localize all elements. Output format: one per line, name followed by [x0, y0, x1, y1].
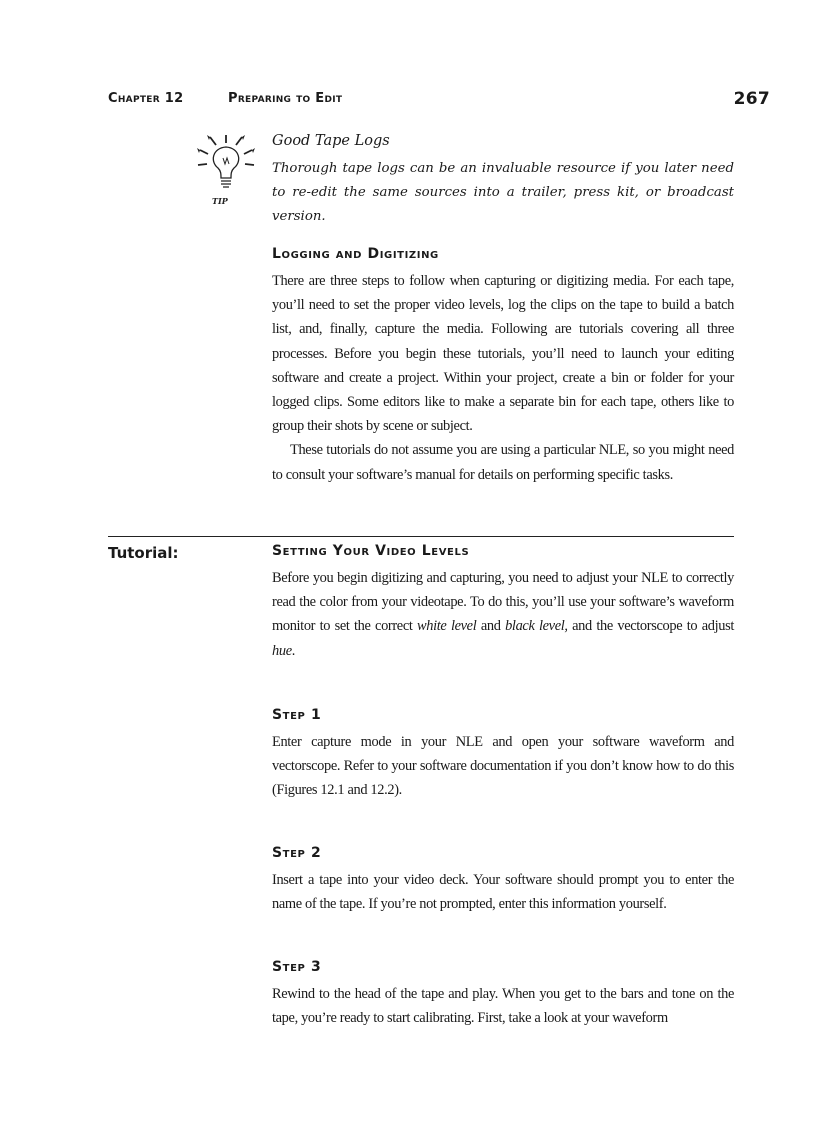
tip-body: Thorough tape logs can be an invaluable resource if you later need to re-edit the same sources into a trailer, press kit, or broadcast version.: [272, 161, 734, 224]
tutorial-heading: Setting Your Video Levels: [272, 543, 470, 559]
tip-icon-label: TIP: [212, 196, 228, 206]
chapter-title: Preparing to Edit: [228, 91, 343, 106]
tutorial-intro: [272, 566, 734, 663]
step-heading: Step 2: [272, 845, 322, 861]
chapter-number: Chapter 12: [108, 91, 184, 106]
logging-paragraph: There are three steps to follow when capturing or digitizing media. For each tape, you’ll need to set the proper video levels, log the clips on the tape to build a batch list, and, finally, capture the media. Following are tutorials covering all three processes. Before you begin these tutorials, you’ll need to launch your editing software and create a project. Within your project, create a bin or folder for your logged clips. Some editors like to make a separate bin for each tape, others like to group their shots by scene or subject.: [272, 273, 734, 435]
lightbulb-tip-icon: [196, 132, 260, 210]
logging-heading: Logging and Digitizing: [272, 246, 439, 262]
page-number: 267: [733, 89, 770, 109]
tip-title: Good Tape Logs: [272, 133, 390, 149]
step-text: Insert a tape into your video deck. Your software should prompt you to enter the name of the tape. If you’re not prompted, enter this information yourself.: [272, 872, 734, 913]
running-header: [108, 91, 772, 113]
logging-body: [272, 269, 734, 487]
step-text: Rewind to the head of the tape and play. When you get to the bars and tone on the tape, you’re ready to start calibrating. First, take a look at your waveform: [272, 986, 734, 1027]
section-divider: [108, 536, 734, 537]
term-hue: hue: [272, 642, 292, 659]
term-white-level: white level: [417, 618, 477, 635]
step-heading: Step 1: [272, 707, 322, 723]
term-black-level: black level,: [505, 618, 568, 635]
logging-paragraph: These tutorials do not assume you are using a particular NLE, so you might need to consult your software’s manual for details on performing specific tasks.: [272, 442, 734, 483]
tutorial-intro-paragraph: Before you begin digitizing and capturing, you need to adjust your NLE to correctly read the color from your videotape. To do this, you’ll use your software’s waveform monitor to set the correct white level and black level, and the vectorscope to adjust hue.: [272, 570, 734, 659]
tutorial-label: Tutorial:: [108, 544, 179, 562]
step-heading: Step 3: [272, 959, 322, 975]
step-text: Enter capture mode in your NLE and open your software waveform and vectorscope. Refer to your software documentation if you don’t know how to do this (Figures 12.1 and 12.2).: [272, 734, 734, 799]
